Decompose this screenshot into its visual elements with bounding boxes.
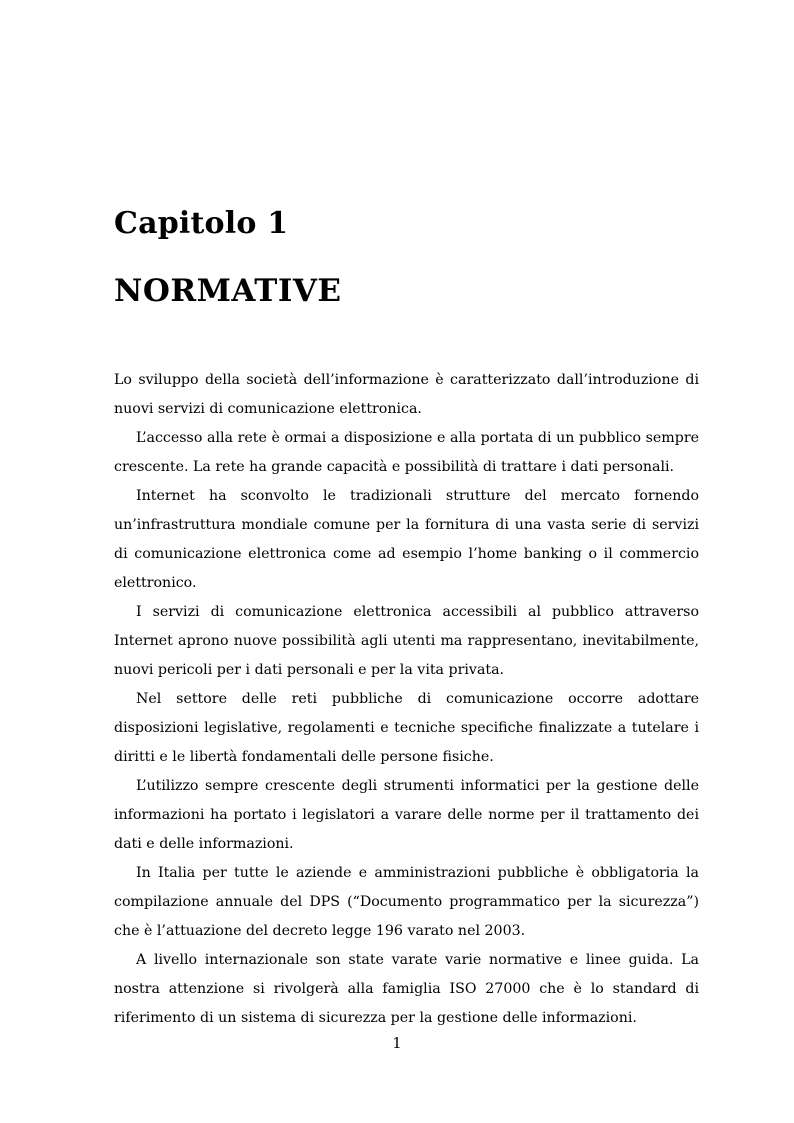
paragraph: L’accesso alla rete è ormai a disposizione e alla portata di un pubblico sempre crescente. La rete ha grande capacità e possibilità di trattare i dati personali.: [114, 430, 699, 475]
chapter-title: NORMATIVE: [114, 273, 342, 309]
paragraph: Internet ha sconvolto le tradizionali strutture del mercato fornendo un’infrastruttura mondiale comune per la fornitura di una vasta serie di servizi di comunicazione elettronica come ad esempio l’home banking o il commercio elettronico.: [114, 488, 699, 591]
paragraph: Nel settore delle reti pubbliche di comunicazione occorre adottare disposizioni legislative, regolamenti e tecniche specifiche finalizzate a tutelare i diritti e le libertà fondamentali delle persone fisiche.: [114, 691, 699, 765]
paragraph: Lo sviluppo della società dell’informazione è caratterizzato dall’introduzione di nuovi servizi di comunicazione elettronica.: [114, 372, 699, 417]
paragraph: I servizi di comunicazione elettronica accessibili al pubblico attraverso Internet aprono nuove possibilità agli utenti ma rappresentano, inevitabilmente, nuovi pericoli per i dati personali e per la vita privata.: [114, 604, 699, 678]
paragraph: L’utilizzo sempre crescente degli strumenti informatici per la gestione delle informazioni ha portato i legislatori a varare delle norme per il trattamento dei dati e delle informazioni.: [114, 778, 699, 852]
page-number: 1: [392, 1036, 402, 1052]
paragraph: A livello internazionale son state varate varie normative e linee guida. La nostra attenzione si rivolgerà alla famiglia ISO 27000 che è lo standard di riferimento di un sistema di sicurezza per la gestione delle informazioni.: [114, 952, 699, 1026]
chapter-body: [114, 366, 699, 1033]
paragraph: In Italia per tutte le aziende e amministrazioni pubbliche è obbligatoria la compilazione annuale del DPS (“Documento programmatico per la sicurezza”) che è l’attuazione del decreto legge 196 varato nel 2003.: [114, 865, 699, 939]
chapter-label: Capitolo 1: [114, 206, 289, 241]
